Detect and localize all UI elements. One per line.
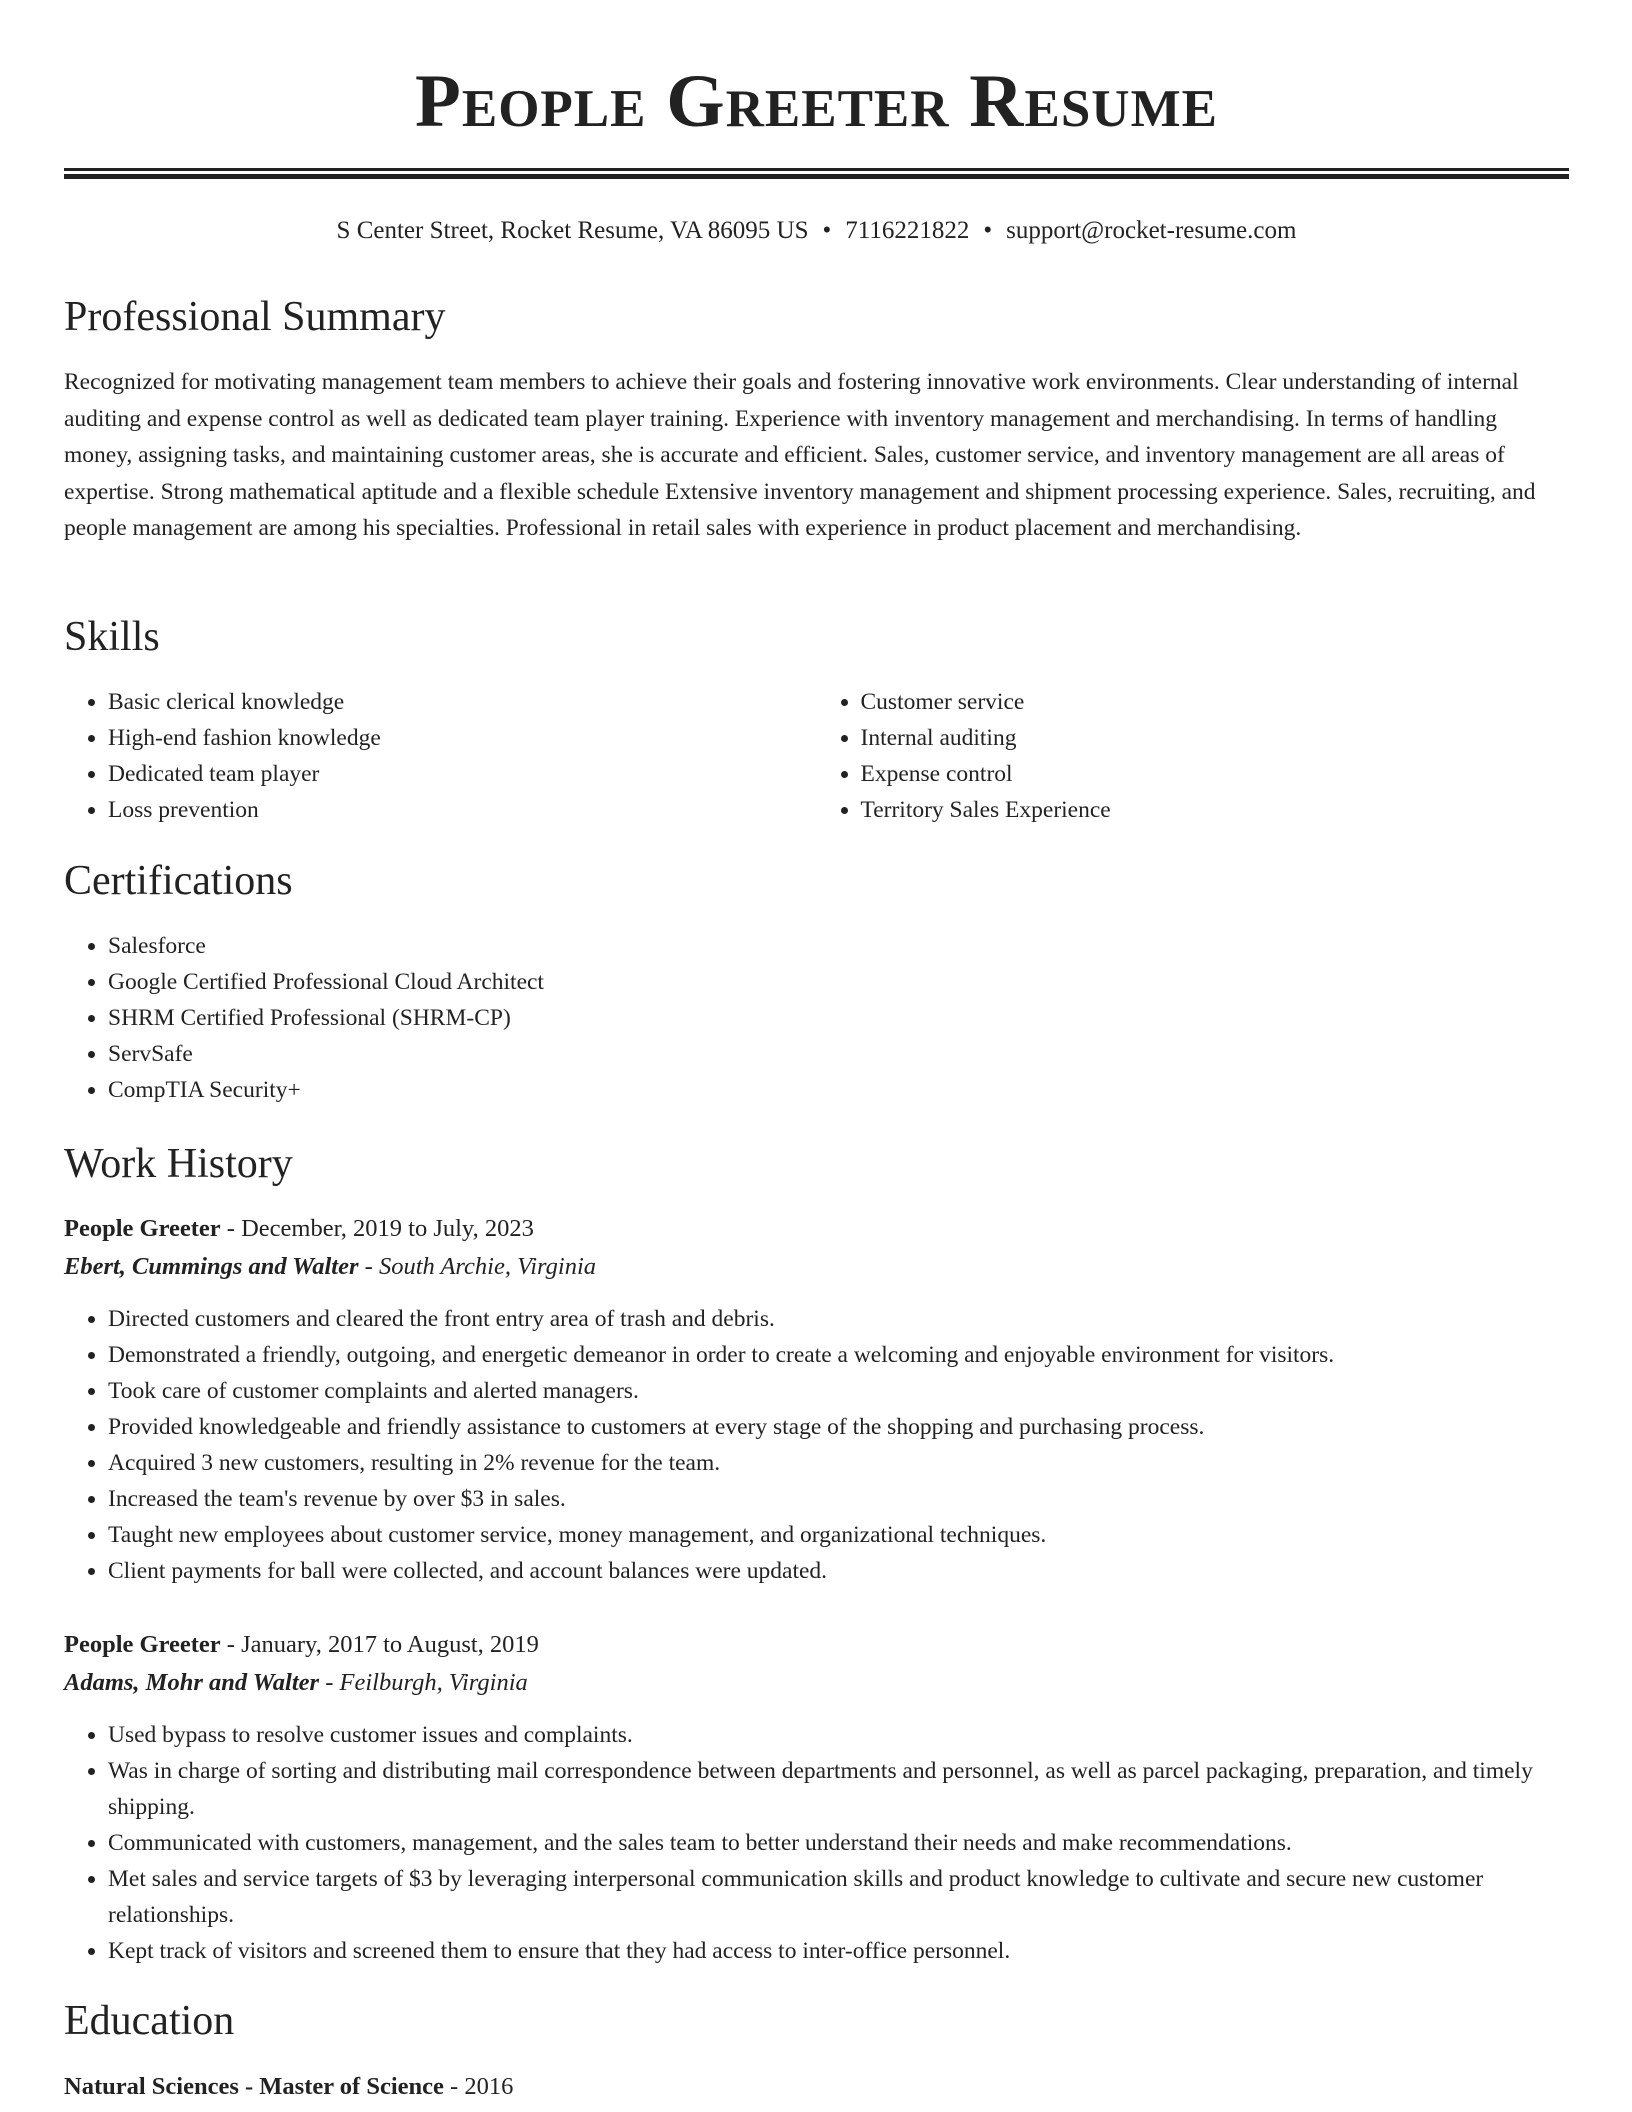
title-rule-thick <box>64 174 1569 179</box>
skills-list-left <box>64 684 817 828</box>
skills-columns <box>64 684 1569 828</box>
certifications-list <box>64 928 1569 1108</box>
job-bullets <box>64 1301 1569 1589</box>
skill-item: • Dedicated team player <box>108 756 817 792</box>
education-line: Natural Sciences - Master of Science - 2016 <box>64 2073 514 2100</box>
job-bullet: • Client payments for ball were collected, and account balances were updated. <box>108 1553 1569 1589</box>
certification-item: • ServSafe <box>108 1036 1569 1072</box>
job-title: People Greeter <box>64 1215 221 1242</box>
company-location: South Archie, Virginia <box>378 1253 597 1280</box>
job-title: People Greeter <box>64 1631 221 1658</box>
skills-heading: Skills <box>64 614 160 660</box>
job-dates: December, 2019 to July, 2023 <box>241 1215 534 1242</box>
job-bullet: • Was in charge of sorting and distributing mail correspondence between departments and personnel, as well as parcel packaging, preparation, and timely shipping. <box>108 1753 1569 1825</box>
job-bullet: • Kept track of visitors and screened them to ensure that they had access to inter-office personnel. <box>108 1933 1569 1969</box>
education-field: Natural Sciences <box>64 2073 239 2100</box>
contact-phone: 7116221822 <box>845 217 970 244</box>
certification-item: • Google Certified Professional Cloud Architect <box>108 964 1569 1000</box>
work-heading: Work History <box>64 1141 293 1187</box>
page-title: People Greeter Resume <box>415 60 1218 143</box>
contact-separator: • <box>822 217 832 244</box>
education-heading: Education <box>64 1998 235 2044</box>
company-name: Ebert, Cummings and Walter <box>64 1253 359 1280</box>
job-bullet: • Demonstrated a friendly, outgoing, and energetic demeanor in order to create a welcoming and enjoyable environment for visitors. <box>108 1337 1569 1373</box>
job-bullet: • Increased the team's revenue by over $3 in sales. <box>108 1481 1569 1517</box>
skill-item: • Territory Sales Experience <box>861 792 1570 828</box>
contact-email: support@rocket-resume.com <box>1006 217 1297 244</box>
skill-item: • High-end fashion knowledge <box>108 720 817 756</box>
summary-text: Recognized for motivating management team members to achieve their goals and fostering innovative work environments. Clear understanding of internal auditing and expense control as well as dedicated team player training. Experience with inventory management and merchandising. In terms of handling money, assigning tasks, and maintaining customer areas, she is accurate and efficient. Sales, customer service, and inventory management are all areas of expertise. Strong mathematical aptitude and a flexible schedule Extensive inventory management and shipment processing experience. Sales, recruiting, and people management are among his specialties. Professional in retail sales with experience in product placement and merchandising. <box>64 369 1536 541</box>
job-bullet: • Directed customers and cleared the front entry area of trash and debris. <box>108 1301 1569 1337</box>
education-degree: Master of Science <box>259 2073 444 2100</box>
certification-item: • SHRM Certified Professional (SHRM-CP) <box>108 1000 1569 1036</box>
job-bullet: • Used bypass to resolve customer issues and complaints. <box>108 1717 1569 1753</box>
company-location: Feilburgh, Virginia <box>339 1669 528 1696</box>
job-title-line: People Greeter - December, 2019 to July, 2023 <box>64 1215 534 1242</box>
skill-item: • Internal auditing <box>861 720 1570 756</box>
title-rule-thin <box>64 168 1569 171</box>
job-dates: January, 2017 to August, 2019 <box>241 1631 539 1658</box>
job-bullet: • Taught new employees about customer service, money management, and organizational techniques. <box>108 1517 1569 1553</box>
contact-separator: • <box>983 217 993 244</box>
job-bullet: • Acquired 3 new customers, resulting in 2% revenue for the team. <box>108 1445 1569 1481</box>
job-bullet: • Communicated with customers, management, and the sales team to better understand their needs and make recommendations. <box>108 1825 1569 1861</box>
job-bullets <box>64 1717 1569 1969</box>
contact-address: S Center Street, Rocket Resume, VA 86095 US <box>336 217 809 244</box>
job-title-line: People Greeter - January, 2017 to August, 2019 <box>64 1631 539 1658</box>
company-line: Ebert, Cummings and Walter - South Archie, Virginia <box>64 1253 597 1280</box>
skill-item: • Customer service <box>861 684 1570 720</box>
job-bullet: • Took care of customer complaints and alerted managers. <box>108 1373 1569 1409</box>
job-entry <box>64 1626 1569 1969</box>
education-year: 2016 <box>464 2073 514 2100</box>
certification-item: • Salesforce <box>108 928 1569 964</box>
certifications-section <box>64 928 1569 1108</box>
company-name: Adams, Mohr and Walter <box>64 1669 320 1696</box>
skills-list-right <box>817 684 1570 828</box>
contact-line <box>64 214 1569 248</box>
job-entry <box>64 1210 1569 1589</box>
job-bullet: • Met sales and service targets of $3 by leveraging interpersonal communication skills and product knowledge to cultivate and secure new customer relationships. <box>108 1861 1569 1933</box>
job-bullet: • Provided knowledgeable and friendly assistance to customers at every stage of the shopping and purchasing process. <box>108 1409 1569 1445</box>
skill-item: • Expense control <box>861 756 1570 792</box>
certifications-heading: Certifications <box>64 858 293 904</box>
certification-item: • CompTIA Security+ <box>108 1072 1569 1108</box>
education-entry <box>64 2068 1569 2106</box>
company-line: Adams, Mohr and Walter - Feilburgh, Virginia <box>64 1669 528 1696</box>
skill-item: • Basic clerical knowledge <box>108 684 817 720</box>
skill-item: • Loss prevention <box>108 792 817 828</box>
summary-heading: Professional Summary <box>64 294 446 340</box>
